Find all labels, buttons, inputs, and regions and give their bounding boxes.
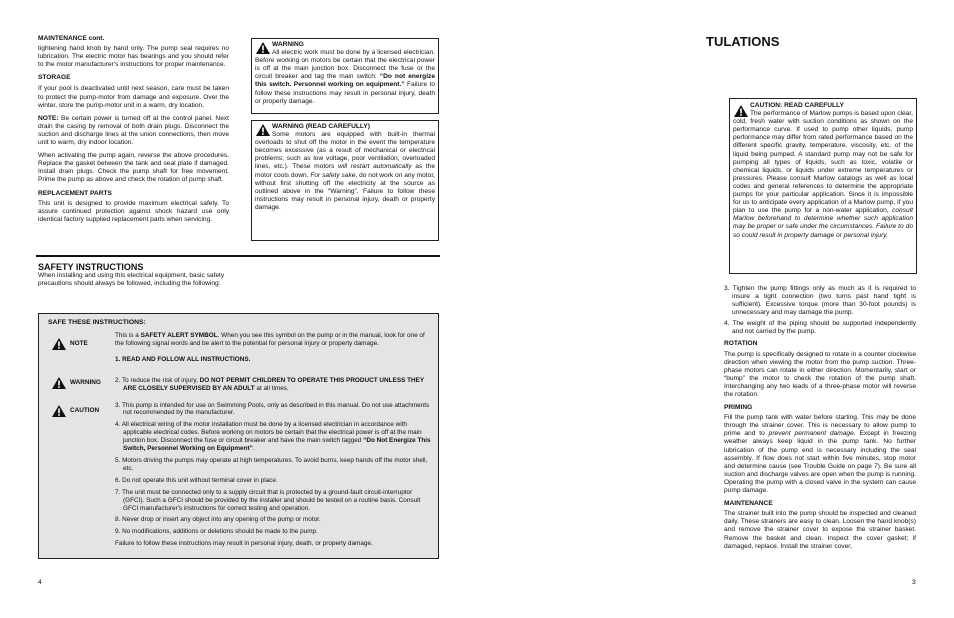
page-number-left: 4 [38,579,42,586]
item4-text-a: 4. All electrical wiring of the motor installation must be done by a licensed electrician in accordance with applicable electrical codes. Before working on motors be certain that the electrical power is off at the main junction box. Disconnect the fuse or circuit breaker and have the main switch tagged [115,421,422,445]
warning-triangle-icon [52,377,66,389]
alert-symbol-text [115,332,433,348]
right-page-title: TULATIONS [706,34,780,49]
safety-section [38,263,230,288]
instruction-item-9: 9. No modifications, additions or deletions should be made to the pump. [115,528,318,536]
maintenance-text: The strainer built into the pump should be inspected and cleaned daily. These strainers are easy to clean. Loosen the hand knob(s) and remove the strainer cover to expose the strainer basket. Remove the basket and clean. Inspect the cover gasket; if damaged, replace. Install the strainer cover, [724,510,916,550]
right-column [724,285,916,551]
warning-signal [52,377,101,389]
warning2-title: WARNING (READ CAREFULLY) [272,123,370,130]
note-signal-label: NOTE [70,339,88,347]
item4-text-bold: “Do Not Energize This Switch, Personnel Working on Equipment” [123,437,431,453]
warning-text-a: All electric work must be done by a licensed electrician. Before working on motors be certain that the electrical power is off at the main junction box. Disconnect the fuse or the circuit breaker and tag the main switch: [255,49,435,81]
item4-text-b: . [252,445,255,453]
warning-box-electrical [251,38,439,114]
warning-triangle-icon [52,338,66,350]
rotation-text: The pump is specifically designed to rotate in a counter clockwise direction when viewing the motor from the pump suction. Three-phase motors can rotate in either direction. Momentarily, start or “bump” the motor to check the rotation of the pump shaft. Interchanging any two leads of a three-phase motor will reverse the rotation. [724,350,916,398]
warning2-text [255,131,435,212]
instruction-item-3: 3. This pump is intended for use on Swimming Pools, only as described in this manual. Do not use attachments not recommended by the manufacturer. [115,401,430,417]
safety-heading: SAFETY INSTRUCTIONS [38,262,144,272]
warning-triangle-icon [256,124,270,136]
maintenance-cont-heading: MAINTENANCE cont. [38,35,105,42]
warning-signal-label: WARNING [70,378,101,386]
instruction-item-8: 8. Never drop or insert any object into any opening of the pump or motor. [115,516,321,524]
alert-text-bold: SAFETY ALERT SYMBOL [140,332,218,339]
caution-title: CAUTION: READ CAREFULLY [750,102,844,109]
left-column [38,35,229,224]
caution-signal [52,405,99,417]
priming-text-a: Fill the pump tank with water before starting. This may be done through the strainer cover. This is necessary to allow pump to prime and to [724,414,916,438]
instruction-item-4 [115,421,433,453]
warning-text-b: Failure to follow these instructions may result in personal injury, death or property damage. [255,81,435,105]
item2-text-a: 2. To reduce the risk of injury, [115,376,200,384]
warning-triangle-icon [734,105,748,117]
instruction-item-1: 1. READ AND FOLLOW ALL INSTRUCTIONS. [115,355,251,363]
warning-title: WARNING [272,41,304,48]
safe-box-footer: Failure to follow these instructions may result in personal injury, death, or property damage. [115,540,373,548]
warning2-text-c: , do not work on any motor, without first shutting off the electricity at the source as outlined above in the “Warning”. Failure to follow these instructions may result in personal injury, death or property damage. [255,171,436,211]
safe-instructions-box [38,313,439,559]
alert-text-b: . When you see this symbol on the pump or in the manual, look for one of the following signal words and be alert to the potential for personal injury or property damage. [115,332,425,347]
warning-box-thermal [251,120,439,241]
note-text: Be certain power is turned off at the control panel. Next drain the casing by removal of both drain plugs. Disconnect the suction and discharge lines at the union connections, then move unit to warm, dry indoor location. [38,114,229,147]
replacement-text: This unit is designed to provide maximum electrical safety. To assure continued protection against shock hazard use only identical factory supplied replacement parts when servicing. [38,199,229,223]
warning-triangle-icon [256,42,270,54]
rotation-heading: ROTATION [724,340,758,348]
instruction-item-5: 5. Motors driving the pumps may operate at high temperatures. To avoid burns, keep hands off the motor shell, etc. [115,456,428,472]
alert-text-a: This is a [115,332,141,339]
item2-text-bold: DO NOT PERMIT CHILDREN TO OPERATE THIS PRODUCT UNLESS THEY ARE CLOSELY SUPERVISED BY AN ADULT [123,376,425,392]
storage-note [38,115,229,147]
warning-text [255,49,435,106]
caution-text-a: The performance of Marlow pumps is based upon clear, cold, fresh water with suction conditions as shown on the performance curve. If used to pump other liquids, pump performance may differ from rated performance based on the different specific gravity, temperature, viscosity, etc. of the liquid being pumped. A standard pump may not be safe for pumping all types of liquids, such as toxic, volatile or chemical liquids, or liquids under extreme temperatures or pressures. Please consult Marlow catalogs as well as local codes and general references to determine the appropriate pumps for your particular application. Since it is impossible for us to anticipate every application of a Marlow pump, if you plan to use the pump for a non-water application, [733,110,913,215]
storage-text: If your pool is deactivated until next season, care must be taken to protect the pump-motor from damage and exposure. Over the winter, store the pump-motor unit in a warm, dry location. [38,85,229,109]
right-page [477,0,954,618]
priming-text-b: . Except in freezing weather always keep liquid in the pump tank. No further lubrication of the pump end is necessary including the seal assembly. If flow does not start within five minutes, stop motor and determine cause (see Trouble Guide on page 7). Be sure all suction and discharge valves are open when the pump is running. Operating the pump with a closed valve in the system can cause pump damage. [724,430,917,495]
caution-text [733,110,913,240]
warning2-text-a: Some motors are equipped with built-in thermal overloads to shut off the motor in the event the temperature becomes excessive (as a result of mechanical or electrical problems; such as low voltage, poor ventilation, overloaded lines, etc.). These motors [255,131,435,171]
warning2-text-i2: For safety sake [310,171,356,179]
reactivate-text: When activating the pump again, reverse the above procedures. Replace the gasket between the tank and seal plate if damaged. Install drain plugs. Check the pump shaft for free movement. Prime the pump as above and check the rotation of pump shaft. [38,152,229,184]
warning-triangle-icon [52,405,66,417]
instruction-item-2 [115,377,433,393]
safe-box-content [115,332,433,548]
instruction-item-6: 6. Do not operate this unit without terminal cover in place. [115,476,278,484]
note-signal [52,338,88,350]
caution-box [729,98,917,274]
maintenance-cont-text: tightening hand knob by hand only. The pump seal requires no lubrication. The electric motor has bearings and you should refer to the motor manufacturer's instructions for proper maintenance. [38,45,229,69]
caution-signal-label: CAUTION [70,406,100,414]
priming-text-italic: prevent permanent damage [768,430,854,438]
item2-text-b: at all times. [254,384,289,392]
section-divider [36,255,440,257]
priming-text [724,414,916,495]
storage-heading: STORAGE [38,74,71,82]
caution-text-italic: consult Marlow beforehand to determine whether such application may be proper or safe under the circumstances. Failure to do so could result in property damage or personal injury. [733,207,913,239]
priming-heading: PRIMING [724,404,753,412]
page-number-right: 3 [912,579,916,586]
note-label: NOTE: [38,114,59,122]
safety-intro: When installing and using this electrical equipment, basic safety precautions should always be followed, including the following: [38,272,225,288]
install-item-3: 3. Tighten the pump fittings only as much as it is required to insure a tight connection (two turns past hand tight is sufficient). Excessive torque (more than 30-foot pounds) is unnecessary and may damage the pump. [724,285,916,316]
replacement-heading: REPLACEMENT PARTS [38,189,112,197]
warning2-text-i1: will restart automatically [337,163,412,171]
warning2-text-b: as the motor cools down. [255,163,435,179]
maintenance-heading: MAINTENANCE [724,500,773,508]
instruction-item-7: 7. The unit must be connected only to a supply circuit that is protected by a ground-fault circuit-interruptor (GFCI). Such a GFCI should be provided by the installer and should be tested on a routine basis. Consult GFCI manufacturer's instructions for correct testing and operation. [115,488,421,512]
warning-text-bold: “Do not energize this switch. Personnel working on equipment.” [255,73,435,89]
install-item-4: 4. The weight of the piping should be supported independently and not carried by the pump. [724,319,916,335]
safe-box-heading: SAFE THESE INSTRUCTIONS: [48,319,146,326]
